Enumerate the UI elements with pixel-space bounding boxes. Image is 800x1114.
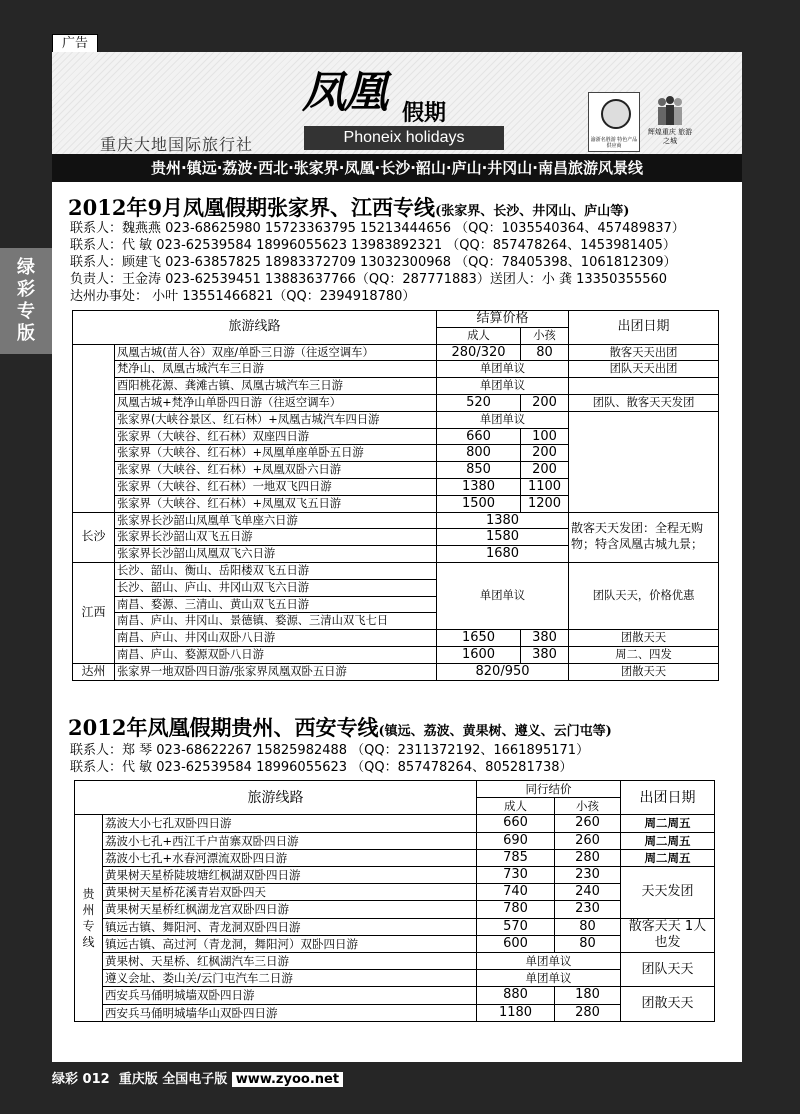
route-cell: 南昌、庐山、井冈山、景德镇、婺源、三清山双飞七日	[115, 613, 437, 630]
table-row	[75, 901, 715, 918]
side-tab-char: 版	[17, 323, 35, 344]
table-header-price: 同行结价	[477, 781, 621, 798]
contact-line: 联系人：顾建飞 023-63857825 18983372709 13032300968 （QQ：78405398、1061812309）	[70, 255, 677, 270]
agency-name: 重庆大地国际旅行社	[100, 135, 254, 154]
child-price: 200	[521, 462, 569, 479]
departure-cell: 团队天天出团	[569, 361, 719, 378]
section2-title-main: 2012年凤凰假期贵州、西安专线	[68, 715, 379, 740]
child-price: 100	[521, 428, 569, 445]
route-cell: 荔波大小七孔双卧四日游	[103, 815, 477, 832]
section2-price-table	[74, 780, 715, 1022]
table-row	[75, 1004, 715, 1021]
departure-cell: 团队天天，价格优惠	[569, 562, 719, 629]
table-row	[75, 970, 715, 987]
table-row	[73, 411, 719, 428]
child-price: 200	[521, 445, 569, 462]
adult-price: 820/950	[437, 663, 569, 680]
route-cell: 南昌、庐山、井冈山双卧八日游	[115, 630, 437, 647]
adult-price: 690	[477, 832, 555, 849]
table-row	[73, 361, 719, 378]
departure-cell: 周二周五	[621, 849, 715, 866]
adult-price: 1600	[437, 646, 521, 663]
table-row	[75, 918, 715, 935]
route-cell: 荔波小七孔+西江千户苗寨双卧四日游	[103, 832, 477, 849]
table-row	[73, 663, 719, 680]
child-price: 200	[521, 394, 569, 411]
adult-price: 600	[477, 935, 555, 952]
adult-price: 1500	[437, 495, 521, 512]
brand-logo-text: 凤凰	[302, 67, 386, 118]
table-header-date: 出团日期	[569, 311, 719, 345]
child-price: 180	[555, 987, 621, 1004]
table-header-route: 旅游线路	[73, 311, 437, 345]
contact-line: 联系人：代 敏 023-62539584 18996055623 13983892321 （QQ：857478264、1453981405）	[70, 238, 676, 253]
section2-title-sub: (镇远、荔波、黄果树、遵义、云门屯等)	[378, 724, 612, 739]
adult-price: 单团单议	[477, 953, 621, 970]
adult-price: 单团单议	[437, 378, 569, 395]
adult-price: 800	[437, 445, 521, 462]
city-logo	[646, 96, 694, 146]
departure-cell: 散客天天发团：全程无购物；特含凤凰古城九景；	[569, 512, 719, 562]
child-price: 380	[521, 630, 569, 647]
table-header-child: 小孩	[521, 327, 569, 344]
route-cell: 长沙、韶山、衡山、岳阳楼双飞五日游	[115, 562, 437, 579]
departure-cell: 散客天天 1人也发	[621, 918, 715, 952]
table-row	[75, 867, 715, 884]
section1-title-main: 2012年9月凤凰假期张家界、江西专线	[68, 195, 436, 220]
route-cell: 遵义会址、娄山关/云门屯汽车二日游	[103, 970, 477, 987]
group-char: 专	[82, 919, 95, 934]
adult-price: 1380	[437, 478, 521, 495]
adult-price: 1580	[437, 529, 569, 546]
section1-contacts	[70, 220, 685, 305]
child-price: 80	[555, 918, 621, 935]
adult-price: 740	[477, 884, 555, 901]
route-cell: 凤凰古城+梵净山单卧四日游（往返空调车）	[115, 394, 437, 411]
side-tab	[0, 248, 54, 354]
adult-price: 660	[437, 428, 521, 445]
ad-label: 广告	[52, 34, 98, 54]
child-price: 230	[555, 901, 621, 918]
side-tab-char: 彩	[17, 279, 35, 300]
departure-cell: 团散天天	[569, 630, 719, 647]
table-row	[75, 987, 715, 1004]
departure-cell: 周二周五	[621, 815, 715, 832]
table-row	[75, 832, 715, 849]
ad-page	[52, 52, 742, 1062]
group-label-guizhou	[75, 815, 103, 1021]
route-cell: 张家界长沙韶山凤凰单飞单座六日游	[115, 512, 437, 529]
adult-price: 660	[477, 815, 555, 832]
route-cell: 黄果树天星桥红枫湖龙宫双卧四日游	[103, 901, 477, 918]
adult-price: 280/320	[437, 344, 521, 361]
route-cell: 凤凰古城(苗人谷）双座/单卧三日游（往返空调车）	[115, 344, 437, 361]
route-cell: 酉阳桃花源、龚滩古镇、凤凰古城汽车三日游	[115, 378, 437, 395]
contact-line: 联系人：代 敏 023-62539584 18996055623 （QQ：857478264、805281738）	[70, 760, 573, 775]
section1-price-table	[72, 310, 719, 681]
table-row	[73, 394, 719, 411]
footer	[52, 1068, 343, 1087]
child-price: 280	[555, 849, 621, 866]
table-row	[73, 378, 719, 395]
adult-price: 1180	[477, 1004, 555, 1021]
departure-cell: 团队、散客天天发团	[569, 394, 719, 411]
departure-cell: 周二、四发	[569, 646, 719, 663]
section1-title-sub: (张家界、长沙、井冈山、庐山等)	[435, 204, 630, 219]
table-row	[73, 562, 719, 579]
route-cell: 张家界（大峡谷、红石林）+凤凰单座单卧五日游	[115, 445, 437, 462]
adult-price: 单团单议	[477, 970, 621, 987]
table-row	[75, 884, 715, 901]
departure-cell: 团队天天	[621, 953, 715, 987]
brand-english: Phoneix holidays	[304, 126, 504, 150]
child-price: 230	[555, 867, 621, 884]
route-cell: 荔波小七孔+水春河漂流双卧四日游	[103, 849, 477, 866]
departure-cell: 团散天天	[621, 987, 715, 1021]
adult-price: 单团单议	[437, 361, 569, 378]
child-price: 80	[555, 935, 621, 952]
child-price: 260	[555, 832, 621, 849]
table-row	[73, 344, 719, 361]
side-tab-char: 绿	[17, 257, 35, 278]
brand-subtitle: 假期	[402, 101, 447, 126]
edition-label: 重庆版 全国电子版	[118, 1072, 228, 1087]
table-header-date: 出团日期	[621, 781, 715, 815]
group-label-dazhou: 达州	[73, 663, 115, 680]
section2-title	[68, 712, 612, 742]
child-price: 260	[555, 815, 621, 832]
adult-price: 785	[477, 849, 555, 866]
contact-line: 联系人：郑 琴 023-68622267 15825982488 （QQ：2311372192、1661895171）	[70, 743, 590, 758]
table-row	[75, 953, 715, 970]
group-char: 线	[82, 935, 95, 950]
group-char: 州	[82, 902, 95, 917]
header	[52, 52, 742, 154]
contact-line: 联系人：魏燕燕 023-68625980 15723363795 15213444656 （QQ：1035540364、457489837）	[70, 221, 685, 236]
route-cell: 长沙、韶山、庐山、井冈山双飞六日游	[115, 579, 437, 596]
website-link[interactable]: www.zyoo.net	[232, 1072, 343, 1087]
group-char: 贵	[82, 886, 95, 901]
adult-price: 520	[437, 394, 521, 411]
route-cell: 黄果树、天星桥、红枫湖汽车三日游	[103, 953, 477, 970]
table-row	[75, 815, 715, 832]
route-cell: 张家界(大峡谷景区、红石林）+凤凰古城汽车四日游	[115, 411, 437, 428]
adult-price: 850	[437, 462, 521, 479]
contact-line: 负责人：王金涛 023-62539451 13883637766（QQ：287771883）送团人：小 龚 13350355560	[70, 272, 668, 287]
child-price: 240	[555, 884, 621, 901]
table-header-route: 旅游线路	[75, 781, 477, 815]
adult-price: 570	[477, 918, 555, 935]
child-price: 380	[521, 646, 569, 663]
route-cell: 南昌、庐山、婺源双卧八日游	[115, 646, 437, 663]
table-header-adult: 成人	[437, 327, 521, 344]
departure-cell: 团散天天	[569, 663, 719, 680]
route-cell: 张家界（大峡谷、红石林）+凤凰双飞五日游	[115, 495, 437, 512]
table-header-child: 小孩	[555, 798, 621, 815]
table-row	[73, 512, 719, 529]
adult-price: 880	[477, 987, 555, 1004]
mascot-icon	[601, 99, 631, 129]
group-label-blank	[73, 344, 115, 512]
route-bar: 贵州·镇远·荔波·西北·张家界·凤凰·长沙·韶山·庐山·井冈山·南昌旅游风景线	[52, 154, 742, 182]
people-icon	[654, 96, 686, 126]
route-cell: 梵净山、凤凰古城汽车三日游	[115, 361, 437, 378]
adult-price: 730	[477, 867, 555, 884]
adult-price: 单团单议	[437, 411, 569, 428]
adult-price: 1680	[437, 546, 569, 563]
group-label-jiangxi: 江西	[73, 562, 115, 663]
table-row	[75, 849, 715, 866]
city-logo-text: 辉煌重庆 旅游之城	[647, 128, 693, 145]
table-row	[75, 935, 715, 952]
route-cell: 张家界（大峡谷、红石林）+凤凰双卧六日游	[115, 462, 437, 479]
child-price: 80	[521, 344, 569, 361]
child-price: 280	[555, 1004, 621, 1021]
child-price: 1200	[521, 495, 569, 512]
adult-price: 780	[477, 901, 555, 918]
adult-price: 1650	[437, 630, 521, 647]
adult-price: 单团单议	[437, 562, 569, 629]
route-cell: 镇远古镇、高过河（青龙洞，舞阳河）双卧四日游	[103, 935, 477, 952]
route-cell: 黄果树天星桥花溪青岩双卧四天	[103, 884, 477, 901]
section2-contacts	[70, 742, 589, 776]
route-cell: 张家界长沙韶山凤凰双飞六日游	[115, 546, 437, 563]
mascot-logo-text: 渝浙名胜游 特色产品供应商	[590, 137, 638, 149]
departure-cell	[569, 378, 719, 395]
departure-cell: 天天发团	[621, 867, 715, 919]
route-cell: 张家界（大峡谷、红石林）双座四日游	[115, 428, 437, 445]
contact-line: 达州办事处： 小叶 13551466821（QQ：2394918780）	[70, 289, 416, 304]
mascot-logo	[588, 92, 640, 152]
route-cell: 张家界（大峡谷、红石林）一地双飞四日游	[115, 478, 437, 495]
group-label-changsha: 长沙	[73, 512, 115, 562]
table-row	[73, 646, 719, 663]
table-header-price: 结算价格	[437, 311, 569, 328]
route-cell: 黄果树天星桥陡坡塘红枫湖双卧四日游	[103, 867, 477, 884]
departure-cell: 散客天天出团	[569, 344, 719, 361]
route-cell: 西安兵马俑明城墙双卧四日游	[103, 987, 477, 1004]
adult-price: 1380	[437, 512, 569, 529]
table-header-adult: 成人	[477, 798, 555, 815]
route-cell: 西安兵马俑明城墙华山双卧四日游	[103, 1004, 477, 1021]
table-row	[73, 630, 719, 647]
departure-cell: 周二周五	[621, 832, 715, 849]
page-number: 绿彩 012	[52, 1072, 110, 1087]
departure-cell	[569, 411, 719, 512]
route-cell: 张家界一地双卧四日游/张家界凤凰双卧五日游	[115, 663, 437, 680]
route-cell: 南昌、婺源、三清山、黄山双飞五日游	[115, 596, 437, 613]
child-price: 1100	[521, 478, 569, 495]
side-tab-char: 专	[17, 301, 35, 322]
route-cell: 张家界长沙韶山双飞五日游	[115, 529, 437, 546]
section1-title	[68, 192, 629, 222]
route-cell: 镇远古镇、舞阳河、青龙洞双卧四日游	[103, 918, 477, 935]
